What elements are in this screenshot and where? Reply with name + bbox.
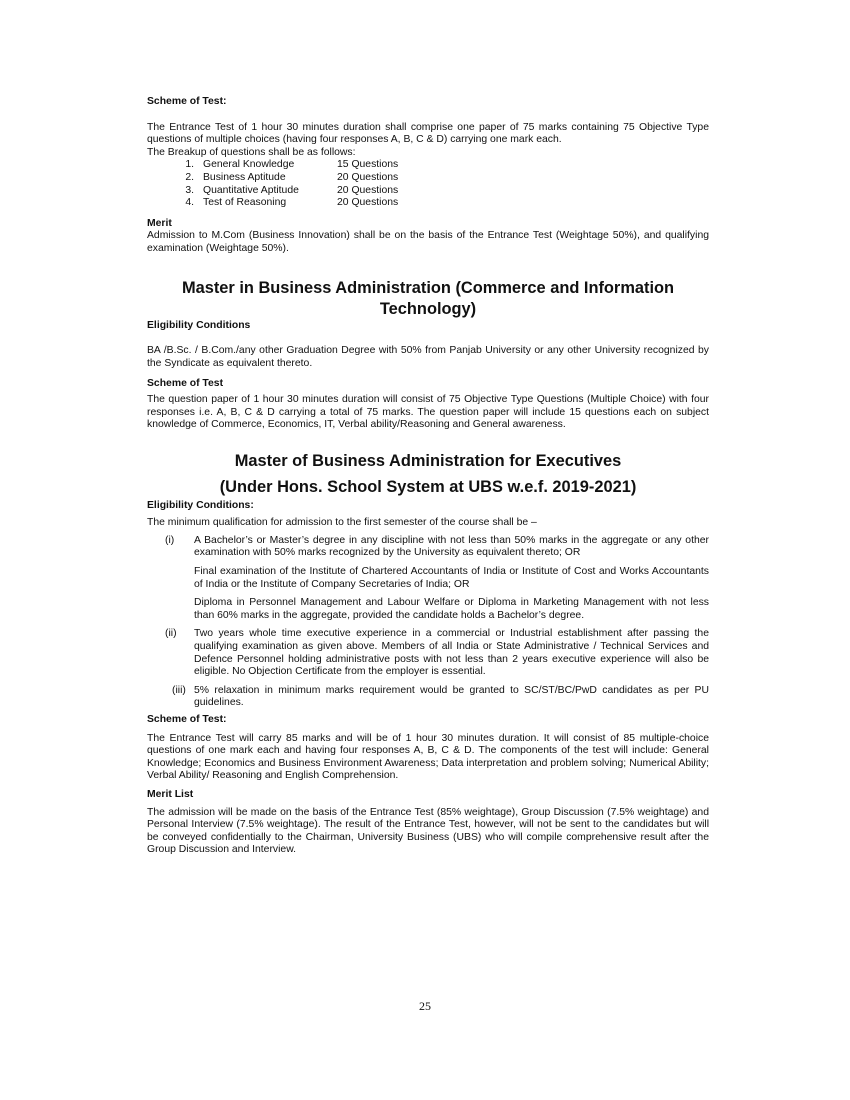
eligibility-heading: Eligibility Conditions: <box>147 499 254 511</box>
list-item: (i) A Bachelor’s or Master’s degree in any discipline with not less than 50% marks in the aggregate or any other examination with 50% marks recognized by the University as equivalent thereto; OR <box>165 534 709 559</box>
list-item: 1. General Knowledge 15 Questions <box>185 159 399 171</box>
scheme-of-test-heading: Scheme of Test: <box>147 96 227 107</box>
document-page <box>147 96 709 857</box>
mba-cit-title: Master in Business Administration (Commerce and Information Technology) <box>181 278 675 318</box>
scheme-heading: Scheme of Test: <box>147 714 227 725</box>
scheme-text: The question paper of 1 hour 30 minutes duration will consist of 75 Objective Type Questions (Multiple Choice) with four responses i.e. A, B, C & D carrying a total of 75 marks. The question paper will include 15 questions each on subject knowledge of Commerce, Economics, IT, Verbal ability/Reasoning and General awareness. <box>147 393 709 431</box>
eligibility-heading: Eligibility Conditions <box>147 319 251 331</box>
scheme-text: The Entrance Test will carry 85 marks and will be of 1 hour 30 minutes duration. It will consist of 85 multiple-choice questions of one mark each and having four responses A, B, C & D. The components of the test will include: General Knowledge; Economics and Business Environment Awareness; Data interpretation and problem solving; Numerical Ability; Verbal Ability/ Reasoning and English Comprehension. <box>147 732 709 782</box>
scheme-paragraph: The Entrance Test of 1 hour 30 minutes duration shall comprise one paper of 75 marks containing 75 Objective Type questions of multiple choices (having four responses A, B, C & D) carrying one mark each. <box>147 121 709 146</box>
merit-list-text: The admission will be made on the basis of the Entrance Test (85% weightage), Group Discussion (7.5% weightage) and Personal Interview (7.5% weightage). The result of the Entrance Test, however, will not be sent to the candidates but will be conveyed confidentially to the Chairman, University Business (UBS) who will compile comprehensive result after the Group Discussion and Interview. <box>147 806 709 856</box>
list-item: 2. Business Aptitude 20 Questions <box>185 171 399 183</box>
question-breakup-list <box>147 159 709 209</box>
item-i-paragraph: Final examination of the Institute of Chartered Accountants of India or Institute of Cost and Works Accountants of India or the Institute of Company Secretaries of India; OR <box>194 566 709 590</box>
mba-exec-subtitle: (Under Hons. School System at UBS w.e.f. 2019-2021) <box>219 477 637 496</box>
list-item: (iii) 5% relaxation in minimum marks requirement would be granted to SC/ST/BC/PwD candidates as per PU guidelines. <box>172 684 709 709</box>
list-item: (ii) Two years whole time executive experience in a commercial or Industrial establishment after passing the qualifying examination as given above. Members of all India or State Administrative / Technical Services and Defence Personnel holding administrative posts with not less than 2 years executive experience will also be eligible. No Objection Certificate from the employer is essential. <box>165 628 709 678</box>
item-i-paragraph: Diploma in Personnel Management and Labour Welfare or Diploma in Marketing Management with not less than 60% marks in the aggregate, provided the candidate holds a Bachelor’s degree. <box>194 597 709 621</box>
eligibility-intro: The minimum qualification for admission to the first semester of the course shall be – <box>147 517 537 529</box>
page-number: 25 <box>419 999 431 1013</box>
scheme-heading: Scheme of Test <box>147 378 224 390</box>
merit-heading: Merit <box>147 217 172 229</box>
list-item: 3. Quantitative Aptitude 20 Questions <box>185 184 399 196</box>
breakup-intro: The Breakup of questions shall be as follows: <box>147 146 356 158</box>
mba-exec-title: Master of Business Administration for Executives <box>234 451 622 470</box>
list-item: 4. Test of Reasoning 20 Questions <box>185 197 399 209</box>
merit-list-heading: Merit List <box>147 788 194 800</box>
merit-text: Admission to M.Com (Business Innovation) shall be on the basis of the Entrance Test (Weightage 50%), and qualifying examination (Weightage 50%). <box>147 230 709 254</box>
eligibility-text: BA /B.Sc. / B.Com./any other Graduation Degree with 50% from Panjab University or any other University recognized by the Syndicate as equivalent thereto. <box>147 345 709 369</box>
